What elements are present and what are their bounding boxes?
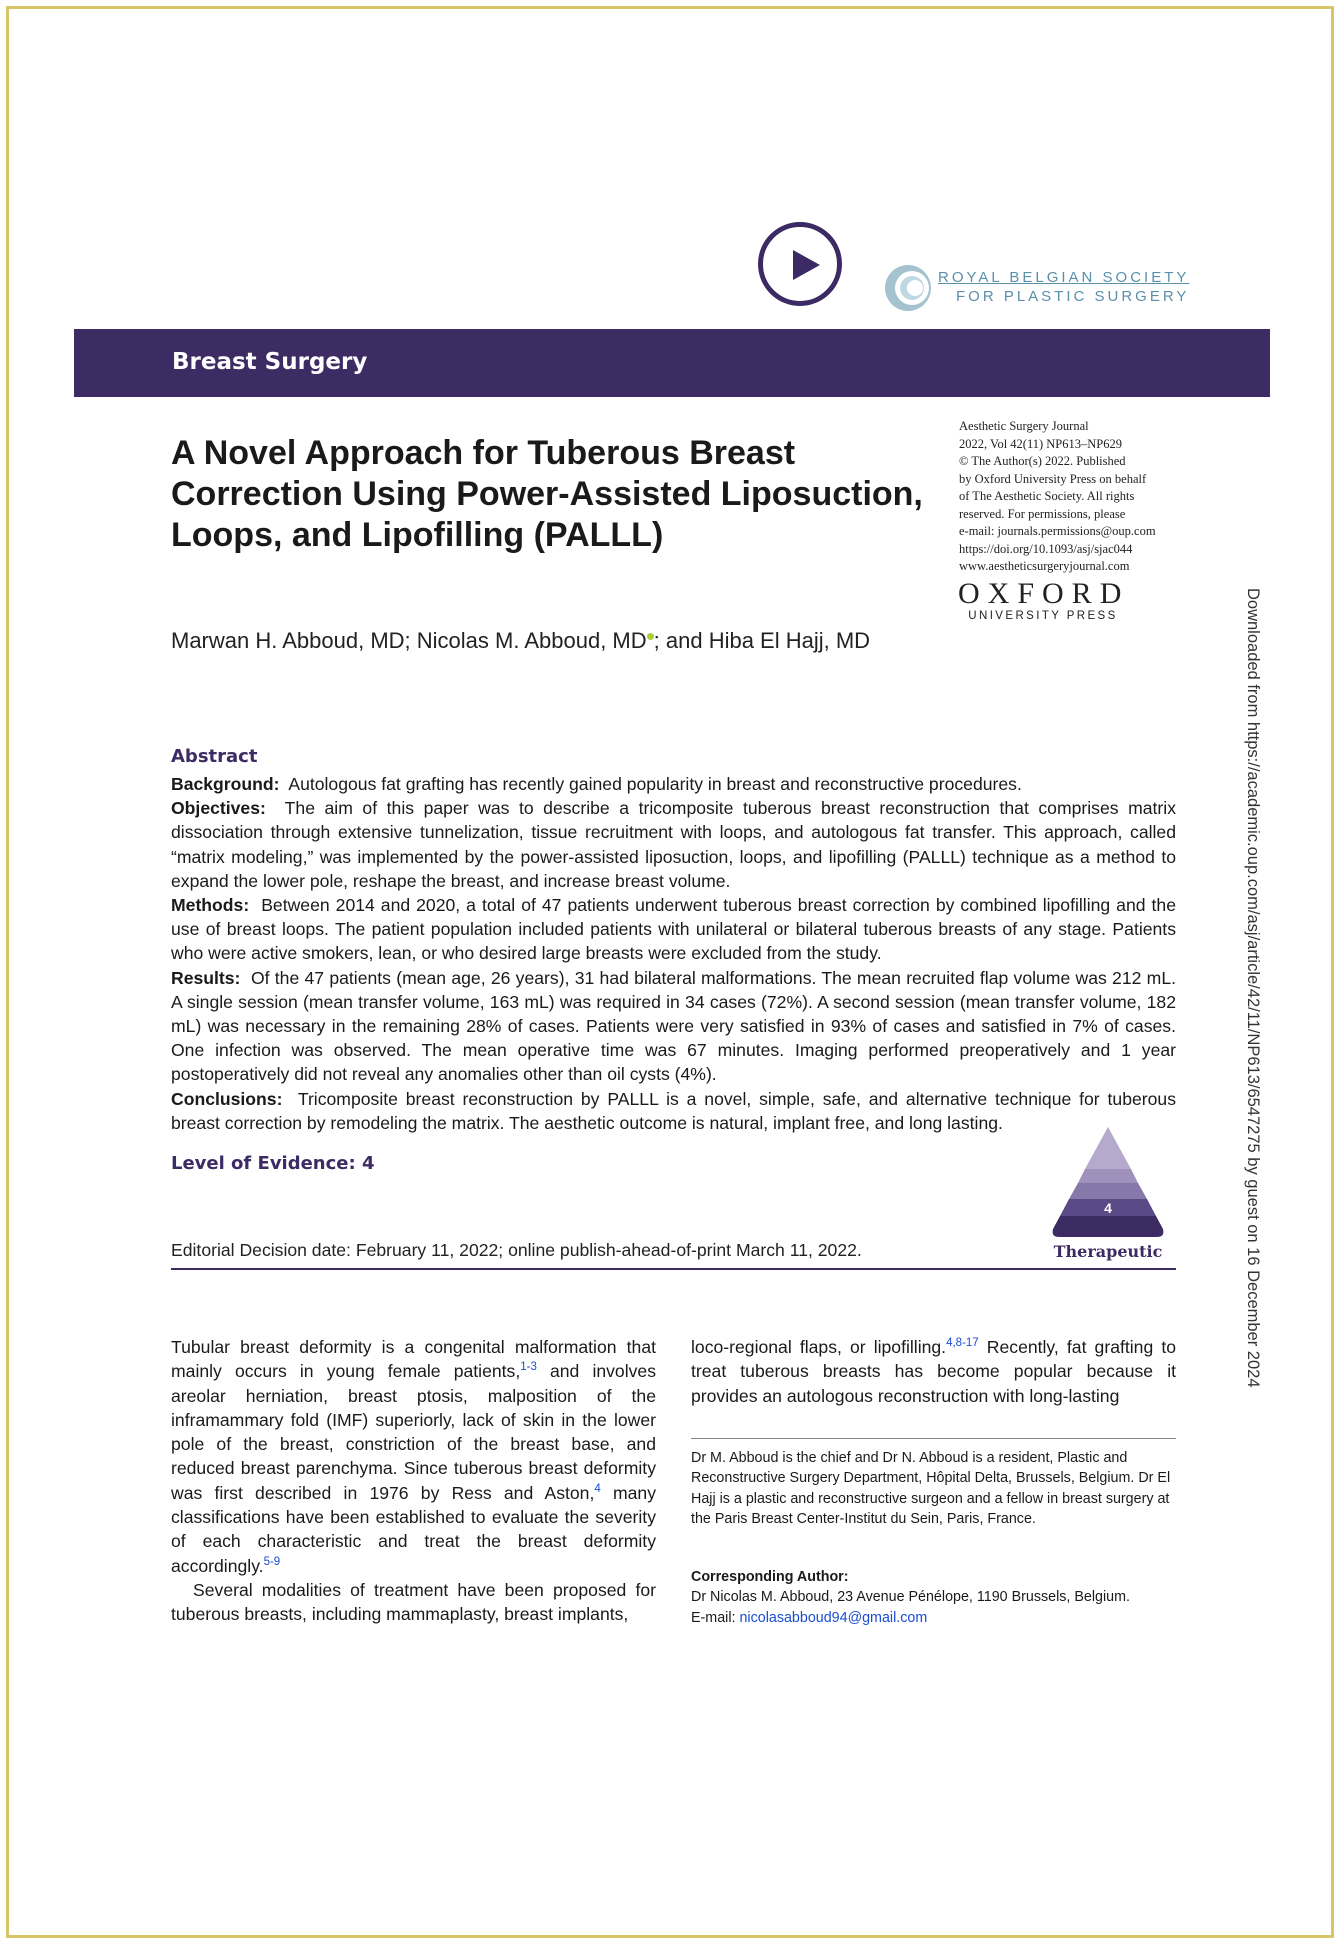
section-label: Breast Surgery [172,349,368,375]
body-paragraph: Several modalities of treatment have been proposed for tuberous breasts, including mammaplasty, breast implants, [171,1579,656,1625]
section-banner [74,329,1270,397]
results-label: Results: [171,967,241,988]
journal-meta-line[interactable]: www.aestheticsurgeryjournal.com [959,559,1130,573]
conclusions-label: Conclusions: [171,1088,283,1109]
journal-metadata [959,418,1189,576]
body-text: and involves areolar herniation, breast ptosis, malposition of the inframammary fold (IMF) superiorly, lack of skin in the lower pole of the breast, constriction of the breast base, and reduced breast parenchyma. Since tuberous breast deformity was first described in 1976 by Ress and Aston, [171,1361,657,1503]
journal-meta-line[interactable]: e-mail: journals.permissions@oup.com [959,524,1156,538]
journal-meta-line: Aesthetic Surgery Journal [959,419,1089,433]
background-label: Background: [171,774,280,794]
abstract-results [171,966,1176,1087]
corresponding-author-heading: Corresponding Author: [691,1569,849,1585]
abstract-methods [171,893,1176,966]
body-text: Tubular breast deformity is a congenital malformation that mainly occurs in young female patients, [171,1337,656,1382]
society-line2: FOR PLASTIC SURGERY [956,288,1190,305]
publisher-word: OXFORD [958,577,1130,610]
article-title [171,433,931,556]
conclusions-text: Tricomposite breast reconstruction by PALLL is a novel, simple, safe, and alternative technique for tuberous breast correction by remodeling the matrix. The aesthetic outcome is natural, implant free, and long lasting. [171,1088,1176,1133]
body-column-right [691,1335,1176,1408]
orcid-icon[interactable] [647,633,654,640]
society-name [938,268,1189,306]
pyramid-level-number: 4 [1104,1200,1112,1216]
journal-meta-line: © The Author(s) 2022. Published [959,454,1126,468]
download-note: Downloaded from https://academic.oup.com/asj/article/42/11/NP613/6547275 by guest on 16 December 2024 [1244,588,1262,1388]
email-link[interactable]: nicolasabboud94@gmail.com [739,1609,928,1626]
body-paragraph [171,1335,656,1578]
abstract-heading: Abstract [171,746,258,767]
publisher-sub: UNIVERSITY PRESS [968,610,1118,622]
reference-link[interactable]: 1-3 [520,1361,537,1374]
journal-meta-line: reserved. For permissions, please [959,506,1126,521]
reference-link[interactable]: 4,8-17 [946,1337,979,1350]
play-video-button[interactable] [758,222,842,306]
email-label: E-mail: [691,1609,740,1626]
results-text: Of the 47 patients (mean age, 26 years), 31 had bilateral malformations. The mean recruited flap volume was 212 mL. A single session (mean transfer volume, 163 mL) was required in 34 cases (72%). A second session (mean transfer volume, 182 mL) was necessary in the remaining 28% of cases. Patients were very satisfied in 93% of cases and satisfied in 7% of cases. One infection was observed. The mean operative time was 67 minutes. Imaging performed preoperatively and 1 year postoperatively did not reveal any anomalies other than oil cysts (4%). [171,967,1177,1085]
methods-text: Between 2014 and 2020, a total of 47 patients underwent tuberous breast correction by combined lipofilling and the use of breast loops. The patient population included patients with unilateral or bilateral tuberous breasts of any stage. Patients who were active smokers, lean, or who desired large breasts were excluded from the study. [171,895,1176,964]
society-line1: ROYAL BELGIAN SOCIETY [938,269,1190,286]
journal-meta-line: by Oxford University Press on behalf [959,471,1147,486]
corresponding-author-email-line [691,1608,1191,1628]
author-list [171,628,870,654]
corresponding-author [691,1567,1191,1628]
body-text: Recently, fat grafting to treat tuberous breasts has become popular because it provides an autologous reconstruction with long-lasting [691,1337,1176,1406]
background-text: Autologous fat grafting has recently gained popularity in breast and reconstructive procedures. [288,774,1022,794]
authors-part-2: ; and Hiba El Hajj, MD [653,628,871,653]
journal-meta-line: 2022, Vol 42(11) NP613–NP629 [959,436,1122,451]
methods-label: Methods: [171,895,250,916]
body-text: loco-regional flaps, or lipofilling. [691,1337,947,1357]
abstract-background [171,772,1176,796]
abstract-conclusions [171,1087,1176,1135]
corresponding-author-address: Dr Nicolas M. Abboud, 23 Avenue Pénélope, 1190 Brussels, Belgium. [691,1589,1130,1606]
play-icon [787,247,823,283]
editorial-dates: Editorial Decision date: February 11, 2022; online publish-ahead-of-print March 11, 2022. [171,1240,862,1260]
objectives-label: Objectives: [171,798,266,819]
authors-part-1: Marwan H. Abboud, MD; Nicolas M. Abboud, MD [171,628,647,653]
reference-link[interactable]: 5-9 [263,1555,281,1568]
footnote-divider [691,1438,1176,1439]
evidence-pyramid-icon [1041,1125,1175,1243]
author-affiliation-footnote [691,1448,1176,1529]
section-divider [171,1268,1176,1270]
title-line-3: Loops, and Lipofilling (PALLL) [171,516,664,554]
pyramid-caption: Therapeutic [1053,1242,1163,1261]
reference-link[interactable]: 4 [594,1482,601,1495]
publisher-logo [958,578,1128,622]
affiliation-text: Dr M. Abboud is the chief and Dr N. Abboud is a resident, Plastic and Reconstructive Surgery Department, Hôpital Delta, Brussels, Belgium. Dr El Hajj is a plastic and reconstructive surgeon and a fellow in breast surgery at the Paris Breast Center-Institut du Sein, Paris, France. [691,1450,1171,1527]
level-of-evidence: Level of Evidence: 4 [171,1153,375,1174]
journal-meta-line[interactable]: https://doi.org/10.1093/asj/sjac044 [959,541,1133,556]
title-line-1: A Novel Approach for Tuberous Breast [171,434,796,472]
body-column-left [171,1335,656,1627]
body-paragraph [691,1335,1176,1408]
body-text: many classifications have been established to evaluate the severity of each characteristic and treat the breast deformity accordingly. [171,1482,656,1576]
journal-meta-line: of The Aesthetic Society. All rights [959,489,1135,503]
objectives-text: The aim of this paper was to describe a tricomposite tuberous breast reconstruction that comprises matrix dissociation through extensive tunnelization, tissue recruitment with loops, and autologous fat transfer. This approach, called “matrix modeling,” was implemented by the power-assisted liposuction, loops, and lipofilling (PALLL) technique as a method to expand the lower pole, reshape the breast, and increase breast volume. [171,798,1176,891]
abstract-objectives [171,796,1176,893]
title-line-2: Correction Using Power-Assisted Liposuction, [171,475,923,513]
abstract-body [171,772,1176,1135]
society-logo-icon [882,262,934,314]
